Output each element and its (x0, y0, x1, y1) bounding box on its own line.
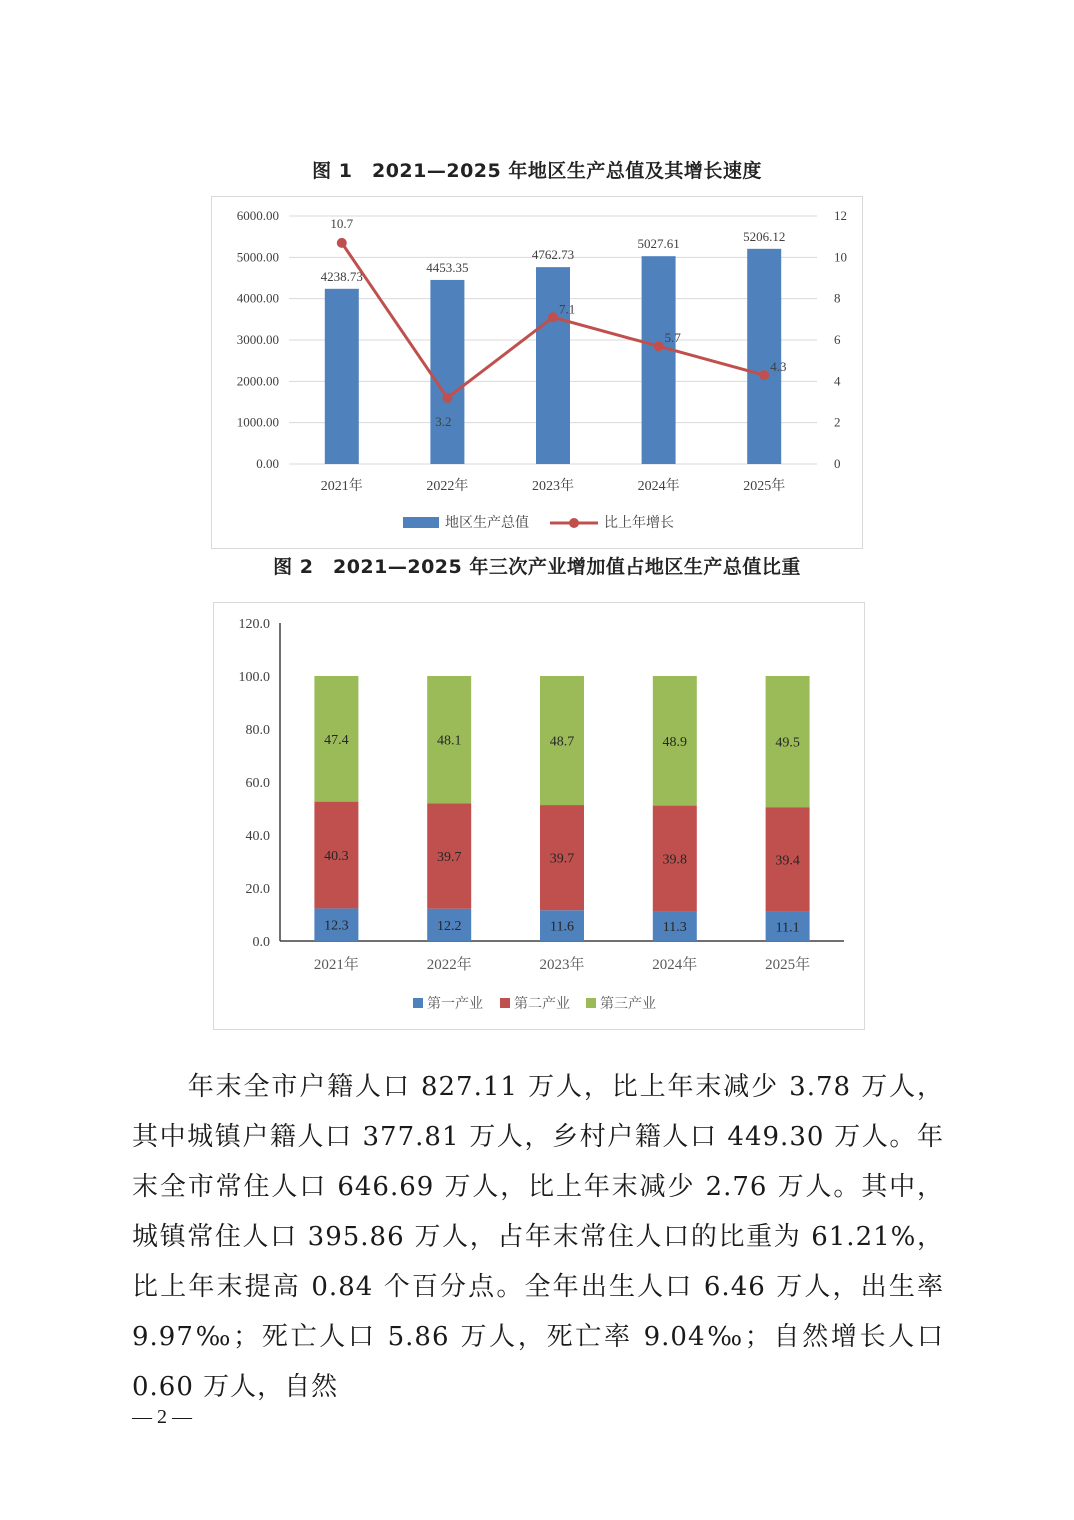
x-tick-label: 2021年 (313, 957, 359, 973)
figure1-svg (212, 197, 862, 548)
x-tick-label: 2025年 (743, 479, 786, 494)
segment-value-label: 12.2 (436, 918, 462, 934)
gdp-bar (642, 256, 676, 464)
segment-value-label: 11.6 (550, 919, 574, 935)
y-right-tick-label: 4 (834, 373, 841, 389)
gdp-value-label: 4453.35 (426, 259, 469, 275)
y-left-tick-label: 0.00 (256, 456, 279, 471)
y-tick-label: 80.0 (245, 723, 270, 738)
segment-value-label: 11.1 (775, 920, 800, 936)
legend-swatch (586, 998, 596, 1008)
x-tick-label: 2024年 (652, 957, 698, 973)
y-left-tick-label: 5000.00 (236, 249, 279, 265)
y-tick-label: 100.0 (238, 670, 270, 685)
growth-point (442, 393, 452, 403)
y-right-tick-label: 2 (834, 414, 841, 430)
growth-value-label: 5.7 (664, 330, 681, 346)
gdp-bar (536, 267, 570, 464)
y-right-tick-label: 10 (834, 249, 847, 265)
segment-value-label: 47.4 (324, 732, 349, 748)
figure1-chart (211, 196, 863, 549)
y-left-tick-label: 1000.00 (236, 414, 279, 430)
page-number: — 2 — (132, 1406, 192, 1428)
paragraph-text: 年末全市户籍人口 827.11 万人，比上年末减少 3.78 万人，其中城镇户籍人口 377.81 万人，乡村户籍人口 449.30 万人。年末全市常住人口 646.69 万人，比上年末减少 2.76 万人。其中，城镇常住人口 395.86 万人，占年末常住人口的比重为 61.21%，比上年末提高 0.84 个百分点。全年出生人口 6.46 万人，出生率 9.97‰；死亡人口 5.86 万人，死亡率 9.04‰；自然增长人口 0.60 万人，自然 (132, 1072, 944, 1402)
segment-value-label: 49.5 (775, 735, 800, 751)
y-tick-label: 120.0 (238, 617, 270, 632)
segment-value-label: 48.1 (436, 733, 462, 749)
x-tick-label: 2023年 (532, 479, 574, 494)
y-tick-label: 40.0 (245, 829, 270, 844)
growth-point (654, 341, 664, 351)
x-tick-label: 2022年 (426, 479, 469, 494)
legend-label: 第二产业 (514, 997, 570, 1012)
y-left-tick-label: 3000.00 (236, 332, 279, 347)
legend-swatch-gdp (403, 517, 439, 528)
gdp-bar (325, 289, 359, 464)
figure2-chart (213, 602, 865, 1030)
growth-point (337, 238, 347, 248)
segment-value-label: 12.3 (324, 918, 349, 934)
legend-label-growth: 比上年增长 (604, 516, 674, 531)
gdp-bar (747, 249, 781, 464)
growth-value-label: 10.7 (330, 215, 354, 231)
legend-marker-growth (569, 518, 579, 528)
legend-swatch (500, 998, 510, 1008)
gdp-value-label: 4762.73 (531, 247, 575, 263)
body-paragraph (132, 1062, 944, 1412)
gdp-value-label: 5027.61 (637, 236, 680, 252)
legend-label: 第一产业 (427, 997, 483, 1012)
y-tick-label: 0.0 (252, 935, 270, 950)
y-right-tick-label: 6 (834, 332, 841, 347)
segment-value-label: 48.9 (662, 734, 688, 750)
growth-value-label: 7.1 (559, 301, 576, 317)
growth-point (548, 312, 558, 322)
legend-label-gdp: 地区生产总值 (445, 516, 529, 531)
segment-value-label: 39.7 (436, 850, 462, 866)
figure2-svg (214, 603, 864, 1029)
x-tick-label: 2022年 (426, 957, 472, 973)
segment-value-label: 40.3 (324, 849, 349, 865)
growth-value-label: 4.3 (770, 359, 787, 375)
legend-label: 第三产业 (600, 997, 656, 1012)
y-tick-label: 60.0 (245, 776, 270, 791)
x-tick-label: 2023年 (539, 957, 585, 973)
growth-value-label: 3.2 (435, 413, 452, 429)
gdp-value-label: 5206.12 (743, 228, 786, 244)
segment-value-label: 39.8 (662, 852, 688, 868)
segment-value-label: 48.7 (549, 734, 575, 750)
y-right-tick-label: 0 (834, 456, 841, 471)
gdp-value-label: 4238.73 (320, 268, 363, 284)
x-tick-label: 2024年 (637, 479, 680, 494)
y-left-tick-label: 2000.00 (236, 373, 279, 389)
figure2-title: 图 2 2021—2025 年三次产业增加值占地区生产总值比重 (273, 556, 801, 578)
y-right-tick-label: 12 (834, 208, 847, 223)
segment-value-label: 39.4 (775, 853, 800, 869)
segment-value-label: 11.3 (662, 920, 687, 936)
legend-swatch (413, 998, 423, 1008)
x-tick-label: 2021年 (320, 479, 363, 494)
x-tick-label: 2025年 (765, 957, 811, 973)
y-left-tick-label: 4000.00 (236, 290, 279, 306)
gdp-bar (430, 280, 464, 464)
y-left-tick-label: 6000.00 (236, 208, 279, 223)
growth-point (759, 370, 769, 380)
segment-value-label: 39.7 (549, 851, 575, 867)
figure1-title: 图 1 2021—2025 年地区生产总值及其增长速度 (312, 160, 762, 182)
y-tick-label: 20.0 (245, 882, 270, 897)
y-right-tick-label: 8 (834, 290, 841, 306)
